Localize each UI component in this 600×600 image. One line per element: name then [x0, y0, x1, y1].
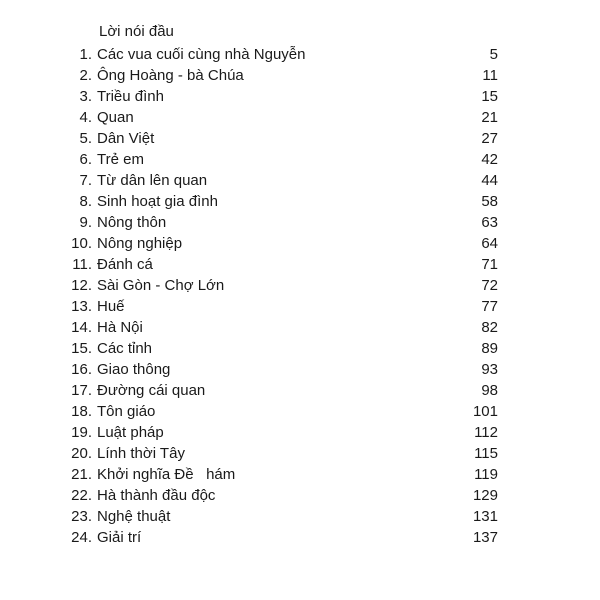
- toc-title: Dân Việt: [97, 130, 155, 147]
- toc-row: [0, 86, 600, 107]
- toc-page-number: 82: [481, 319, 498, 336]
- toc-title: Hà thành đầu độc: [97, 487, 216, 504]
- toc-page-number: 72: [481, 277, 498, 294]
- toc-title: Nông nghiệp: [97, 235, 183, 252]
- toc-title: Nông thôn: [97, 214, 167, 231]
- toc-row: [0, 254, 600, 275]
- toc-page-number: 44: [481, 172, 498, 189]
- toc-number: 1.: [79, 46, 92, 63]
- toc-title: Tôn giáo: [97, 403, 156, 420]
- toc-number: 24.: [71, 529, 92, 546]
- toc-page-number: 58: [481, 193, 498, 210]
- toc-title: Luật pháp: [97, 424, 164, 441]
- toc-number: 18.: [71, 403, 92, 420]
- toc-title: Quan: [97, 109, 134, 126]
- toc-page-number: 11: [482, 67, 498, 84]
- toc-row: [0, 296, 600, 317]
- toc-title: Các tỉnh: [97, 340, 153, 357]
- toc-page-number: 63: [481, 214, 498, 231]
- toc-number: 20.: [71, 445, 92, 462]
- toc-row: [0, 464, 600, 485]
- toc-number: 8.: [79, 193, 92, 210]
- toc-page-number: 77: [481, 298, 498, 315]
- toc-number: 22.: [71, 487, 92, 504]
- toc-row: [0, 65, 600, 86]
- toc-title: Từ dân lên quan: [97, 172, 208, 189]
- toc-row: [0, 506, 600, 527]
- toc-page-number: 71: [481, 256, 498, 273]
- toc-title: Đánh cá: [97, 256, 153, 273]
- toc-title: Hà Nội: [97, 319, 143, 336]
- toc-row: [0, 527, 600, 548]
- toc-row: [0, 443, 600, 464]
- toc-row: [0, 422, 600, 443]
- toc-page-number: 21: [481, 109, 498, 126]
- toc-title: Sinh hoạt gia đình: [97, 193, 218, 210]
- toc-page-number: 15: [481, 88, 498, 105]
- toc-page-number: 27: [481, 130, 498, 147]
- toc-row: [0, 338, 600, 359]
- toc-number: 13.: [71, 298, 92, 315]
- toc-title: Sài Gòn - Chợ Lớn: [97, 277, 225, 294]
- toc-title: Nghệ thuật: [97, 508, 171, 525]
- toc-row: [0, 401, 600, 422]
- toc-number: 5.: [79, 130, 92, 147]
- toc-number: 12.: [71, 277, 92, 294]
- toc-title: Ông Hoàng - bà Chúa: [97, 67, 244, 84]
- toc-number: 10.: [71, 235, 92, 252]
- toc-page-number: 137: [472, 529, 498, 546]
- toc-page-number: 119: [474, 466, 498, 483]
- toc-page-number: 42: [481, 151, 498, 168]
- toc-number: 11.: [72, 256, 92, 273]
- toc-number: 21.: [71, 466, 92, 483]
- toc-row: [0, 380, 600, 401]
- toc-number: 15.: [71, 340, 92, 357]
- toc-title: Các vua cuối cùng nhà Nguyễn: [97, 46, 306, 63]
- toc-number: 14.: [71, 319, 92, 336]
- toc-number: 7.: [79, 172, 92, 189]
- toc-row: [0, 149, 600, 170]
- toc-page-number: 112: [474, 424, 498, 441]
- toc-number: 23.: [71, 508, 92, 525]
- toc-number: 2.: [79, 67, 92, 84]
- toc-row: [0, 485, 600, 506]
- toc-page-number: 64: [481, 235, 498, 252]
- toc-row: [0, 44, 600, 65]
- toc-page-number: 89: [481, 340, 498, 357]
- toc-list: [0, 44, 600, 548]
- toc-page-number: 115: [474, 445, 498, 462]
- toc-title: Triều đình: [97, 88, 164, 105]
- toc-number: 17.: [71, 382, 92, 399]
- toc-number: 9.: [79, 214, 92, 231]
- toc-number: 16.: [71, 361, 92, 378]
- toc-page-number: 129: [472, 487, 498, 504]
- toc-row: [0, 191, 600, 212]
- toc-row: [0, 359, 600, 380]
- toc-row: [0, 317, 600, 338]
- toc-title: Giao thông: [97, 361, 171, 378]
- toc-page-number: 5: [489, 46, 498, 63]
- toc-page-number: 131: [472, 508, 498, 525]
- toc-number: 4.: [79, 109, 92, 126]
- toc-title: Lính thời Tây: [97, 445, 185, 462]
- toc-page-number: 93: [481, 361, 498, 378]
- toc-row: [0, 107, 600, 128]
- toc-title: Trẻ em: [97, 151, 144, 168]
- toc-page-number: 98: [481, 382, 498, 399]
- toc-row: [0, 212, 600, 233]
- toc-number: 19.: [71, 424, 92, 441]
- toc-title: Đường cái quan: [97, 382, 206, 399]
- toc-number: 3.: [79, 88, 92, 105]
- toc-row: [0, 233, 600, 254]
- toc-title: Khởi nghĩa Đề hám: [97, 466, 236, 483]
- toc-title: Giải trí: [97, 529, 142, 546]
- toc-row: [0, 170, 600, 191]
- toc-page-number: 101: [472, 403, 498, 420]
- toc-row: [0, 128, 600, 149]
- toc-title: Huế: [97, 298, 125, 315]
- toc-number: 6.: [79, 151, 92, 168]
- preface-heading: Lời nói đầu: [99, 23, 174, 40]
- toc-row: [0, 275, 600, 296]
